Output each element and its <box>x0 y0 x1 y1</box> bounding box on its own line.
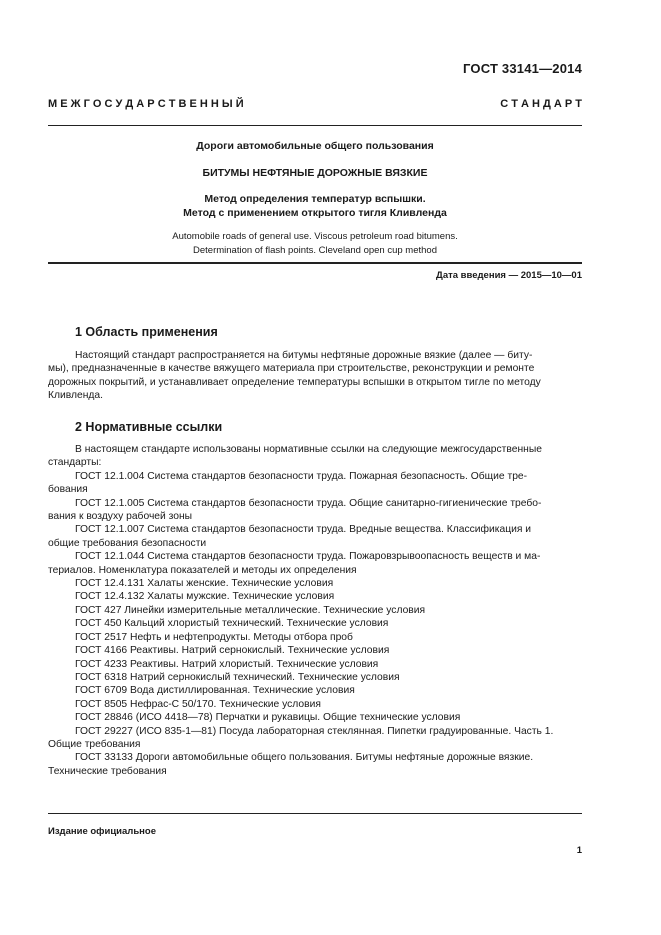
reference-line: ГОСТ 6318 Натрий сернокислый технический. Технические условия <box>75 671 400 683</box>
reference-line: общие требования безопасности <box>48 537 207 549</box>
title-method-line-1: Метод определения температур вспышки. <box>204 193 426 205</box>
reference-line: ГОСТ 8505 Нефрас-С 50/170. Технические условия <box>75 698 321 710</box>
title-english-line-1: Automobile roads of general use. Viscous petroleum road bitumens. <box>172 231 458 242</box>
reference-line: ГОСТ 4233 Реактивы. Натрий хлористый. Технические условия <box>75 658 379 670</box>
reference-line: ГОСТ 29227 (ИСО 835-1—81) Посуда лабораторная стеклянная. Пипетки градуированные. Часть 1. <box>75 725 554 737</box>
title-method <box>48 192 582 220</box>
title-method-line-2: Метод с применением открытого тигля Кливленда <box>183 207 447 219</box>
section-2-heading: 2 Нормативные ссылки <box>75 420 223 434</box>
text-line: мы), предназначенные в качестве вяжущего материала при строительстве, реконструкции и ремонте <box>48 363 535 375</box>
interstate-word: М Е Ж Г О С У Д А Р С Т В Е Н Н Ы Й <box>48 98 244 110</box>
standard-type-line <box>48 98 582 110</box>
document-number: ГОСТ 33141—2014 <box>463 61 582 76</box>
reference-line: ГОСТ 12.4.132 Халаты мужские. Технические условия <box>75 591 335 603</box>
reference-line: ГОСТ 427 Линейки измерительные металлические. Технические условия <box>75 604 426 616</box>
reference-line: ГОСТ 12.1.044 Система стандартов безопасности труда. Пожаровзрывоопасность веществ и ма- <box>75 551 541 563</box>
reference-line: ГОСТ 2517 Нефть и нефтепродукты. Методы отбора проб <box>75 631 353 643</box>
section-1-heading: 1 Область применения <box>75 325 218 339</box>
text-line: Кливленда. <box>48 390 104 402</box>
title-english-line-2: Determination of flash points. Cleveland open cup method <box>193 245 437 256</box>
official-edition-label: Издание официальное <box>48 826 156 837</box>
reference-line: ГОСТ 6709 Вода дистиллированная. Технические условия <box>75 685 355 697</box>
text-line: дорожных покрытий, и устанавливает определение температуры вспышки в открытом тигле по методу <box>48 376 541 388</box>
footer-divider <box>48 813 582 814</box>
reference-line: ГОСТ 12.1.007 Система стандартов безопасности труда. Вредные вещества. Классификация и <box>75 524 532 536</box>
standard-word: С Т А Н Д А Р Т <box>500 98 582 110</box>
title-product: БИТУМЫ НЕФТЯНЫЕ ДОРОЖНЫЕ ВЯЗКИЕ <box>202 167 428 179</box>
reference-line: Технические требования <box>48 765 167 777</box>
title-english <box>48 230 582 258</box>
reference-line: ГОСТ 450 Кальций хлористый технический. Технические условия <box>75 618 389 630</box>
reference-line: вания к воздуху рабочей зоны <box>48 511 193 523</box>
reference-line: бования <box>48 484 88 496</box>
section-2-text <box>48 443 582 778</box>
text-line: стандарты: <box>48 457 102 469</box>
reference-line: Общие требования <box>48 738 141 750</box>
reference-line: ГОСТ 28846 (ИСО 4418—78) Перчатки и рукавицы. Общие технические условия <box>75 712 461 724</box>
reference-line: ГОСТ 12.4.131 Халаты женские. Технические условия <box>75 578 334 590</box>
introduction-date: Дата введения — 2015—10—01 <box>436 270 582 281</box>
reference-line: ГОСТ 33133 Дороги автомобильные общего пользования. Битумы нефтяные дорожные вязкие. <box>75 752 534 764</box>
text-line: Настоящий стандарт распространяется на битумы нефтяные дорожные вязкие (далее — биту- <box>75 350 533 361</box>
header-divider <box>48 125 582 126</box>
title-divider <box>48 262 582 264</box>
reference-line: ГОСТ 12.1.004 Система стандартов безопасности труда. Пожарная безопасность. Общие тре- <box>75 470 528 482</box>
reference-line: ГОСТ 12.1.005 Система стандартов безопасности труда. Общие санитарно-гигиенические требо- <box>75 497 542 509</box>
reference-line: териалов. Номенклатура показателей и методы их определения <box>48 564 357 576</box>
section-1-text <box>48 349 582 403</box>
page-number: 1 <box>576 845 582 856</box>
title-road-category: Дороги автомобильные общего пользования <box>196 140 434 152</box>
text-line: В настоящем стандарте использованы нормативные ссылки на следующие межгосударственные <box>75 444 542 455</box>
reference-line: ГОСТ 4166 Реактивы. Натрий сернокислый. Технические условия <box>75 645 390 657</box>
